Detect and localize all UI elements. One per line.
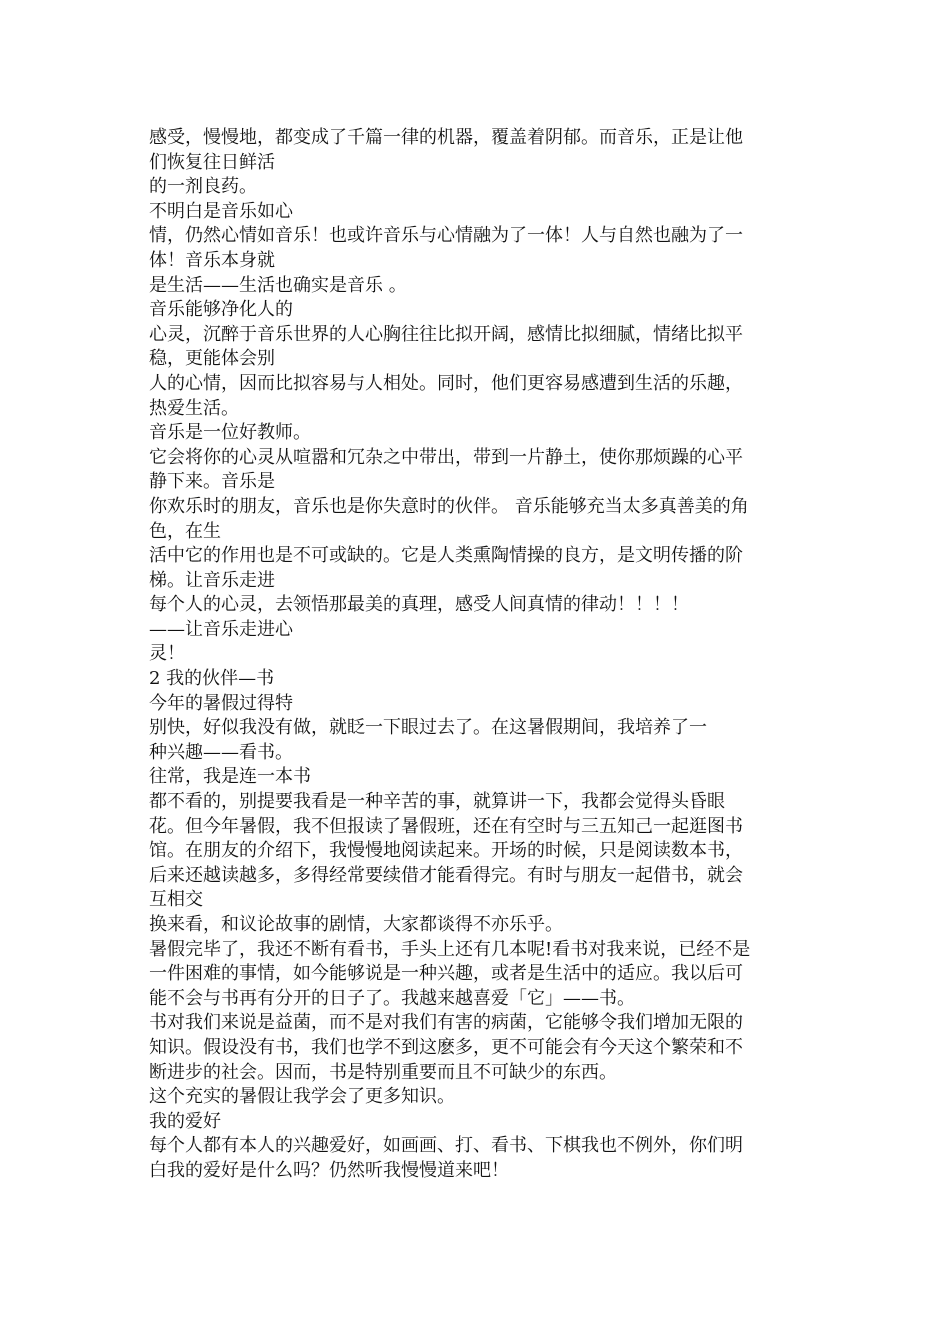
text-line: 别快，好似我没有做，就眨一下眼过去了。在这暑假期间，我培养了一 (149, 717, 707, 739)
text-line: 体！音乐本身就 (149, 249, 275, 271)
text-line: 人的心情，因而比拟容易与人相处。同时，他们更容易感遭到生活的乐趣， (149, 372, 743, 394)
text-line: 热爱生活。 (149, 397, 239, 419)
text-line: 馆。在朋友的介绍下，我慢慢地阅读起来。开场的时候，只是阅读数本书， (149, 840, 743, 862)
text-line: 活中它的作用也是不可或缺的。它是人类熏陶情操的良方，是文明传播的阶 (149, 545, 743, 567)
text-line: 往常，我是连一本书 (149, 766, 311, 788)
text-line: 每个人的心灵，去领悟那最美的真理，感受人间真情的律动！！！！ (149, 594, 689, 616)
text-line: 知识。假设没有书，我们也学不到这麽多，更不可能会有今天这个繁荣和不 (149, 1036, 743, 1058)
text-line: 你欢乐时的朋友，音乐也是你失意时的伙伴。 音乐能够充当太多真善美的角 (149, 495, 749, 517)
text-line: 这个充实的暑假让我学会了更多知识。 (149, 1086, 455, 1108)
text-line: 暑假完毕了，我还不断有看书，手头上还有几本呢!看书对我来说，已经不是 (149, 938, 751, 960)
text-line: 都不看的，别提要我看是一种辛苦的事，就算讲一下，我都会觉得头昏眼 (149, 791, 725, 813)
text-line: 书对我们来说是益菌，而不是对我们有害的病菌，它能够令我们增加无限的 (149, 1012, 743, 1034)
text-line: 不明白是音乐如心 (149, 200, 293, 222)
section-heading: 2 我的伙伴—书 (149, 668, 275, 690)
text-line: 稳，更能体会别 (149, 348, 275, 370)
text-line: 花。但今年暑假，我不但报读了暑假班，还在有空时与三五知己一起逛图书 (149, 815, 743, 837)
text-line: 情，仍然心情如音乐！也或许音乐与心情融为了一体！人与自然也融为了一 (149, 225, 743, 247)
text-line: 色，在生 (149, 520, 221, 542)
text-line: 互相交 (149, 889, 203, 911)
text-line: 静下来。音乐是 (149, 471, 275, 493)
text-line: 梯。让音乐走进 (149, 569, 275, 591)
text-line: 的一剂良药。 (149, 176, 257, 198)
section-heading: 我的爱好 (149, 1110, 221, 1132)
text-line: 断进步的社会。因而，书是特别重要而且不可缺少的东西。 (149, 1061, 617, 1083)
text-line: 种兴趣——看书。 (149, 741, 293, 763)
document-page (149, 126, 789, 1184)
text-line: 心灵，沉醉于音乐世界的人心胸往往比拟开阔，感情比拟细腻，情绪比拟平 (149, 323, 743, 345)
text-line: 感受，慢慢地，都变成了千篇一律的机器，覆盖着阴郁。而音乐，正是让他 (149, 127, 743, 148)
text-line: 能不会与书再有分开的日子了。我越来越喜爱「它」——书。 (149, 987, 635, 1009)
text-line: 白我的爱好是什么吗？仍然听我慢慢道来吧！ (149, 1159, 509, 1181)
text-line: 音乐能够净化人的 (149, 299, 293, 321)
text-line: 一件困难的事情，如今能够说是一种兴趣，或者是生活中的适应。我以后可 (149, 963, 743, 985)
text-line: 今年的暑假过得特 (149, 692, 293, 714)
text-line: 灵！ (149, 643, 185, 665)
text-line: ——让音乐走进心 (149, 618, 293, 640)
text-line: 是生活——生活也确实是音乐 。 (149, 274, 407, 296)
text-line: 音乐是一位好教师。 (149, 422, 311, 444)
text-line: 们恢复往日鲜活 (149, 151, 275, 173)
text-line: 换来看，和议论故事的剧情，大家都谈得不亦乐乎。 (149, 914, 563, 935)
text-line: 它会将你的心灵从喧嚣和冗杂之中带出，带到一片静土，使你那烦躁的心平 (149, 446, 743, 468)
text-line: 后来还越读越多，多得经常要续借才能看得完。有时与朋友一起借书，就会 (149, 864, 743, 886)
text-line: 每个人都有本人的兴趣爱好，如画画、打、看书、下棋我也不例外，你们明 (149, 1135, 743, 1157)
